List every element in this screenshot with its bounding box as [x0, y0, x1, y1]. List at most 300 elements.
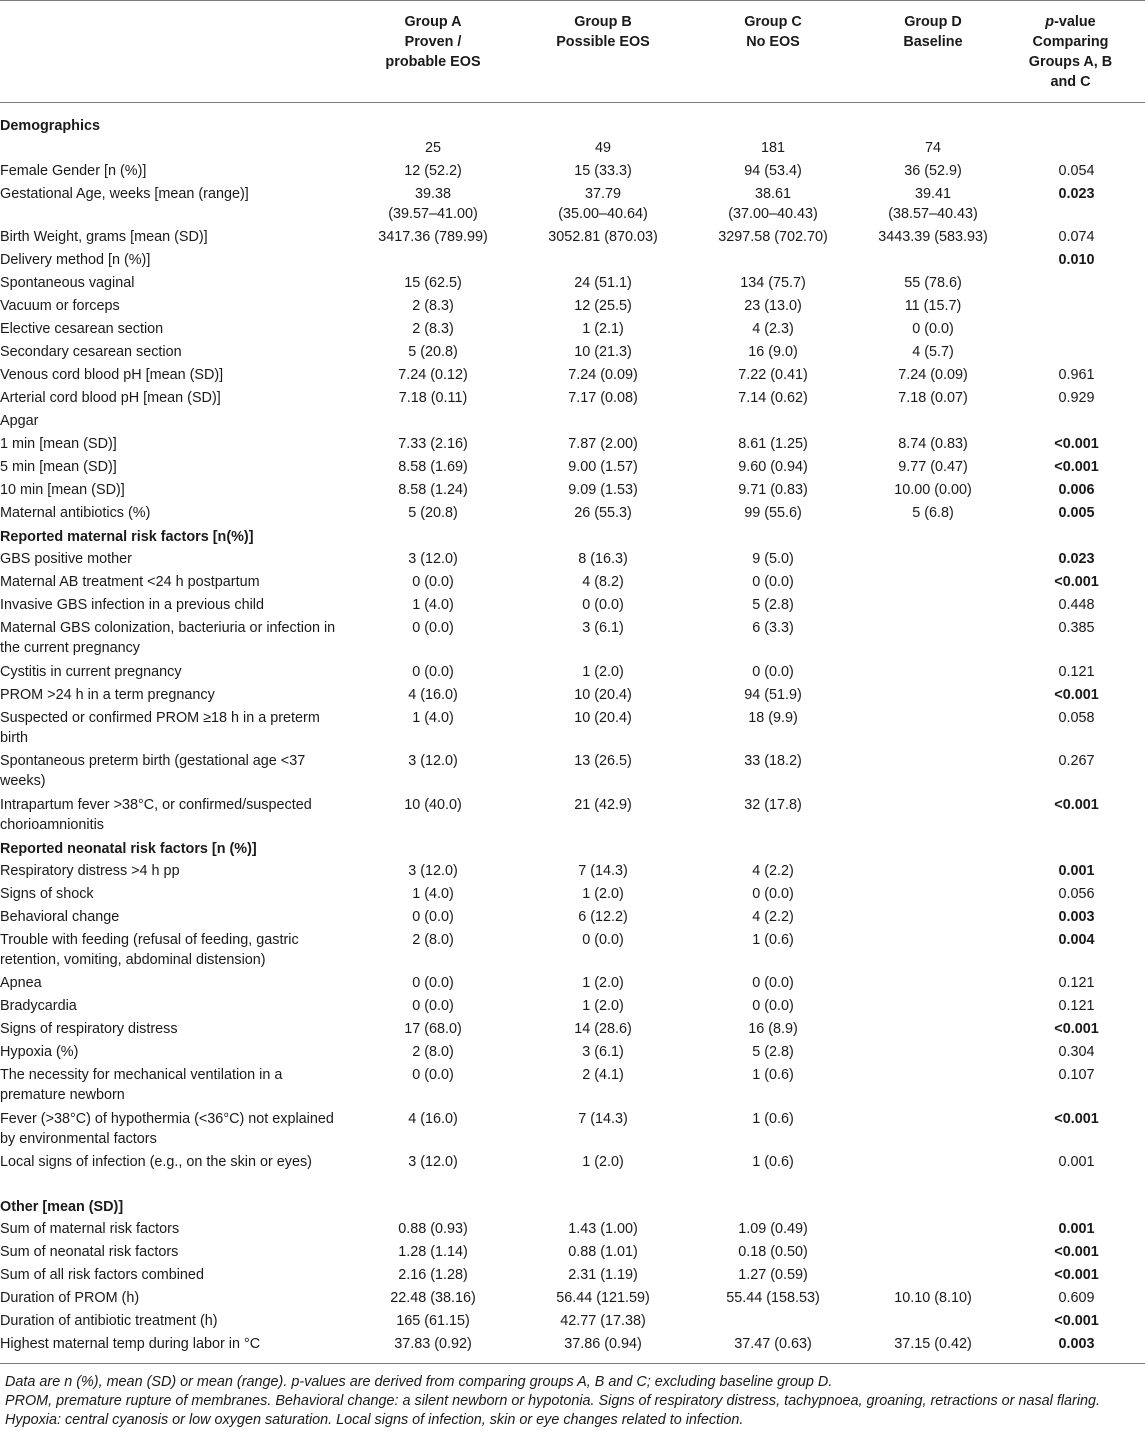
header-pvalue-suffix: -value — [1054, 14, 1096, 30]
cell-group-c: 4 (2.2) — [752, 862, 794, 879]
cell-pvalue: <0.001 — [1054, 459, 1099, 476]
row-label: Delivery method [n (%)] — [0, 252, 151, 269]
table-row — [0, 708, 1145, 751]
cell-group-a: 0.88 (0.93) — [398, 1220, 468, 1237]
cell-group-d — [858, 572, 1008, 595]
cell-pvalue: <0.001 — [1054, 1266, 1099, 1283]
header-pvalue-line3: Groups A, B — [1028, 54, 1113, 70]
cell-group-d — [858, 795, 1008, 838]
cell-pvalue: 0.074 — [1058, 229, 1095, 246]
cell-pvalue: <0.001 — [1054, 796, 1099, 813]
cell-pvalue: 0.001 — [1058, 1220, 1095, 1237]
cell-pvalue — [1008, 319, 1145, 342]
header-pvalue — [1008, 12, 1145, 92]
table-row — [0, 930, 1145, 973]
row-label: Vacuum or forceps — [0, 298, 120, 315]
cell-group-a: 7.18 (0.11) — [398, 390, 468, 407]
row-label: Venous cord blood pH [mean (SD)] — [0, 367, 224, 384]
section-heading: Other [mean (SD)] — [0, 1198, 124, 1215]
cell-group-c: 5 (2.8) — [752, 1044, 794, 1061]
cell-group-d — [858, 1019, 1008, 1042]
cell-group-c-line: (37.00–40.43) — [728, 206, 818, 222]
cell-group-c: 23 (13.0) — [744, 298, 802, 315]
cell-group-a: 37.83 (0.92) — [394, 1335, 472, 1352]
row-label: Highest maternal temp during labor in °C — [0, 1335, 261, 1352]
cell-group-a: 165 (61.15) — [396, 1312, 470, 1329]
cell-group-b: 1.43 (1.00) — [568, 1220, 638, 1237]
cell-group-b: 12 (25.5) — [574, 298, 632, 315]
row-label: PROM >24 h in a term pregnancy — [0, 686, 215, 703]
table-row — [0, 884, 1145, 907]
cell-group-b — [518, 184, 688, 227]
row-label: Behavioral change — [0, 908, 120, 925]
cell-pvalue: 0.929 — [1058, 390, 1095, 407]
cell-group-d — [858, 884, 1008, 907]
row-label: Sum of all risk factors combined — [0, 1266, 204, 1283]
cell-group-d: 4 (5.7) — [912, 344, 954, 361]
table-row — [0, 296, 1145, 319]
cell-group-d: 37.15 (0.42) — [894, 1335, 972, 1352]
header-group-a-line2: Proven / — [404, 34, 462, 50]
cell-pvalue: 0.385 — [1058, 620, 1095, 637]
cell-group-a: 3417.36 (789.99) — [378, 229, 488, 246]
cell-group-d: 36 (52.9) — [904, 163, 962, 179]
cell-group-d — [858, 411, 1008, 434]
table-row — [0, 365, 1145, 388]
cell-group-a: 4 (16.0) — [408, 686, 458, 703]
header-group-b — [518, 12, 688, 92]
table-row — [0, 1334, 1145, 1357]
header-group-a-line1: Group A — [404, 14, 462, 30]
table-body — [0, 115, 1145, 1357]
cell-group-b: 7.17 (0.08) — [568, 390, 638, 407]
cell-group-a: 3 (12.0) — [408, 551, 458, 568]
cell-group-c-line: 38.61 — [754, 186, 791, 202]
row-label: Local signs of infection (e.g., on the skin or eyes) — [0, 1154, 312, 1171]
row-label: Female Gender [n (%)] — [0, 163, 147, 179]
cell-group-b: 2.31 (1.19) — [568, 1266, 638, 1283]
cell-group-d — [858, 861, 1008, 884]
cell-group-c: 1.27 (0.59) — [738, 1266, 808, 1283]
cell-group-a: 8.58 (1.24) — [398, 482, 468, 499]
cell-group-a: 22.48 (38.16) — [390, 1289, 476, 1306]
cell-group-a: 0 (0.0) — [412, 975, 454, 992]
cell-group-c: 1 (0.6) — [752, 1154, 794, 1171]
table-row — [0, 411, 1145, 434]
cell-group-d — [858, 595, 1008, 618]
cell-group-d — [858, 184, 1008, 227]
cell-group-a: 0 (0.0) — [412, 998, 454, 1015]
row-label: Spontaneous preterm birth (gestational age <37 weeks) — [0, 753, 306, 790]
cell-group-b: 21 (42.9) — [574, 796, 632, 813]
table-rows — [0, 115, 1145, 1357]
table-row — [0, 434, 1145, 457]
table-row — [0, 388, 1145, 411]
cell-group-c: 55.44 (158.53) — [726, 1289, 820, 1306]
cell-group-c: 0 (0.0) — [752, 663, 794, 680]
table-row — [0, 1219, 1145, 1242]
cell-pvalue: 0.004 — [1058, 931, 1095, 948]
table-row — [0, 503, 1145, 526]
section-row — [0, 115, 1145, 138]
cell-pvalue: 0.023 — [1058, 551, 1095, 568]
cell-group-d — [858, 996, 1008, 1019]
cell-pvalue: 0.023 — [1058, 186, 1095, 202]
cell-group-d — [858, 973, 1008, 996]
header-group-c-line1: Group C — [744, 14, 802, 30]
cell-group-b: 37.86 (0.94) — [564, 1335, 642, 1352]
cell-group-c: 0.18 (0.50) — [738, 1243, 808, 1260]
table-row — [0, 319, 1145, 342]
cell-group-d — [858, 1152, 1008, 1195]
cell-group-d — [858, 685, 1008, 708]
cell-group-b: 0 (0.0) — [582, 931, 624, 948]
cell-group-a-line: (39.57–41.00) — [388, 206, 478, 222]
row-label: Intrapartum fever >38°C, or confirmed/suspected chorioamnionitis — [0, 796, 312, 833]
cell-pvalue: <0.001 — [1054, 1312, 1099, 1329]
cell-group-b: 8 (16.3) — [578, 551, 628, 568]
header-group-a — [348, 12, 518, 92]
cell-pvalue — [1008, 411, 1145, 434]
cell-group-c: 7.14 (0.62) — [738, 390, 808, 407]
row-label: Duration of PROM (h) — [0, 1289, 140, 1306]
cell-group-a: 0 (0.0) — [412, 663, 454, 680]
cell-group-a — [348, 184, 518, 227]
row-label — [0, 138, 348, 161]
table-row — [0, 861, 1145, 884]
header-group-d-line1: Group D — [904, 14, 962, 30]
header-pvalue-line1 — [1008, 12, 1133, 32]
cell-pvalue: 0.056 — [1058, 885, 1095, 902]
cell-pvalue: <0.001 — [1054, 686, 1099, 703]
row-label: GBS positive mother — [0, 551, 132, 568]
cell-group-c: 4 (2.3) — [752, 321, 794, 338]
cell-group-b: 49 — [594, 140, 611, 156]
header-rule — [0, 102, 1145, 103]
table-row — [0, 973, 1145, 996]
cell-group-b: 6 (12.2) — [578, 908, 628, 925]
cell-group-c: 99 (55.6) — [744, 505, 802, 522]
cell-group-d: 11 (15.7) — [904, 298, 962, 315]
section-row — [0, 838, 1145, 861]
row-label: Invasive GBS infection in a previous child — [0, 597, 264, 614]
cell-pvalue: 0.961 — [1058, 367, 1095, 384]
header-group-c-line2: No EOS — [746, 34, 800, 50]
cell-group-d — [858, 250, 1008, 273]
table-row — [0, 549, 1145, 572]
row-label: The necessity for mechanical ventilation in a premature newborn — [0, 1067, 283, 1104]
row-label: Spontaneous vaginal — [0, 275, 135, 292]
table-row — [0, 1109, 1145, 1152]
cell-group-d — [858, 662, 1008, 685]
cell-group-d: 9.77 (0.47) — [898, 459, 968, 476]
cell-group-a — [348, 250, 518, 273]
cell-group-a: 0 (0.0) — [412, 620, 454, 637]
cell-group-d: 7.24 (0.09) — [898, 367, 968, 384]
cell-group-b: 7 (14.3) — [578, 1110, 628, 1127]
header-blank — [0, 12, 348, 92]
cell-group-c: 94 (53.4) — [744, 163, 802, 179]
cell-group-c: 4 (2.2) — [752, 908, 794, 925]
header-pvalue-p: p — [1045, 14, 1055, 30]
cell-group-b: 42.77 (17.38) — [560, 1312, 646, 1329]
cell-group-b: 1 (2.0) — [582, 998, 624, 1015]
cell-group-b: 1 (2.1) — [582, 321, 624, 338]
table-header — [0, 12, 1145, 92]
section-heading: Reported maternal risk factors [n(%)] — [0, 529, 254, 546]
cell-group-a: 3 (12.0) — [408, 862, 458, 879]
cell-group-c: 181 — [760, 140, 785, 156]
cell-pvalue: 0.003 — [1058, 908, 1095, 925]
cell-group-a: 2 (8.0) — [412, 1044, 454, 1061]
row-label: Birth Weight, grams [mean (SD)] — [0, 229, 208, 246]
cell-pvalue: <0.001 — [1054, 1021, 1099, 1038]
cell-group-d — [858, 907, 1008, 930]
cell-group-c — [688, 250, 858, 273]
cell-group-b: 10 (20.4) — [574, 686, 632, 703]
cell-group-b — [518, 250, 688, 273]
note-definitions: PROM, premature rupture of membranes. Behavioral change: a silent newborn or hypotonia. Signs of respiratory distress, tachypnoea, groaning, retractions or nasal flaring. Hypoxia: central cyanosis or low oxygen saturation. Local signs of infection, skin or eye changes related to infection. — [5, 1393, 1101, 1428]
table-row — [0, 457, 1145, 480]
cell-group-d — [858, 751, 1008, 794]
cell-group-c: 16 (8.9) — [748, 1021, 798, 1038]
table-row — [0, 138, 1145, 161]
row-label: Maternal antibiotics (%) — [0, 505, 151, 522]
cell-pvalue: 0.005 — [1058, 505, 1095, 522]
row-label: Fever (>38°C) of hypothermia (<36°C) not explained by environmental factors — [0, 1110, 334, 1147]
cell-pvalue: 0.058 — [1058, 709, 1095, 726]
cell-group-d — [858, 708, 1008, 751]
cell-group-b: 2 (4.1) — [582, 1067, 624, 1084]
cell-group-d: 55 (78.6) — [904, 275, 962, 292]
table-row — [0, 795, 1145, 838]
header-group-c — [688, 12, 858, 92]
top-rule — [0, 0, 1145, 1]
cell-group-c — [688, 1311, 858, 1334]
cell-group-d — [858, 1242, 1008, 1265]
cell-group-a: 2 (8.0) — [412, 931, 454, 948]
cell-pvalue: <0.001 — [1054, 436, 1099, 453]
header-group-b-line1: Group B — [574, 14, 632, 30]
cell-pvalue — [1008, 342, 1145, 365]
cell-pvalue: 0.121 — [1058, 975, 1095, 992]
cell-group-c: 0 (0.0) — [752, 574, 794, 591]
table-row — [0, 618, 1145, 661]
cell-group-a: 7.24 (0.12) — [398, 367, 468, 384]
table-row — [0, 996, 1145, 1019]
cell-group-b-line: 37.79 — [584, 186, 621, 202]
cell-group-b: 0.88 (1.01) — [568, 1243, 638, 1260]
cell-pvalue: 0.107 — [1058, 1067, 1095, 1084]
cell-group-c: 18 (9.9) — [748, 709, 798, 726]
cell-pvalue: 0.448 — [1058, 597, 1095, 614]
cell-group-a: 5 (20.8) — [408, 505, 458, 522]
cell-group-a: 3 (12.0) — [408, 1154, 458, 1171]
table-row — [0, 1042, 1145, 1065]
row-label: 1 min [mean (SD)] — [0, 436, 117, 453]
row-label: Hypoxia (%) — [0, 1044, 79, 1061]
row-label: Maternal AB treatment <24 h postpartum — [0, 574, 260, 591]
cell-group-c: 33 (18.2) — [744, 753, 802, 770]
row-label: Signs of respiratory distress — [0, 1021, 178, 1038]
cell-group-c — [688, 411, 858, 434]
cell-group-a — [348, 411, 518, 434]
cell-group-d: 5 (6.8) — [912, 505, 954, 522]
cell-group-a: 1 (4.0) — [412, 597, 454, 614]
cell-group-b: 3 (6.1) — [582, 620, 624, 637]
cell-group-d: 0 (0.0) — [912, 321, 954, 338]
cell-group-b: 24 (51.1) — [574, 275, 632, 292]
cell-group-b: 3052.81 (870.03) — [548, 229, 658, 246]
cell-group-d — [858, 618, 1008, 661]
cell-group-b: 14 (28.6) — [574, 1021, 632, 1038]
cell-group-d — [858, 930, 1008, 973]
cell-group-d: 10.10 (8.10) — [894, 1289, 972, 1306]
table-row — [0, 1265, 1145, 1288]
table-row — [0, 227, 1145, 250]
cell-group-a: 2 (8.3) — [412, 298, 454, 315]
cell-pvalue — [1008, 138, 1145, 161]
cell-group-b: 7.87 (2.00) — [568, 436, 638, 453]
cell-group-c: 1 (0.6) — [752, 1067, 794, 1084]
cell-group-d — [858, 1219, 1008, 1242]
cell-group-b: 3 (6.1) — [582, 1044, 624, 1061]
cell-group-a: 12 (52.2) — [404, 163, 462, 179]
cell-group-c: 0 (0.0) — [752, 975, 794, 992]
row-label: Gestational Age, weeks [mean (range)] — [0, 186, 249, 202]
cell-group-b: 0 (0.0) — [582, 597, 624, 614]
cell-pvalue: 0.121 — [1058, 663, 1095, 680]
cell-group-a: 0 (0.0) — [412, 574, 454, 591]
row-label: Suspected or confirmed PROM ≥18 h in a preterm birth — [0, 709, 320, 746]
row-label: Bradycardia — [0, 998, 77, 1015]
cell-group-c: 16 (9.0) — [748, 344, 798, 361]
row-label: Sum of maternal risk factors — [0, 1220, 180, 1237]
row-label: Trouble with feeding (refusal of feeding, gastric retention, vomiting, abdominal distension) — [0, 931, 299, 968]
cell-group-a: 10 (40.0) — [404, 796, 462, 813]
cell-group-a: 7.33 (2.16) — [398, 436, 468, 453]
cell-group-a: 1.28 (1.14) — [398, 1243, 468, 1260]
cell-group-c: 134 (75.7) — [740, 275, 806, 292]
cell-group-a: 8.58 (1.69) — [398, 459, 468, 476]
cell-pvalue: 0.003 — [1058, 1335, 1095, 1352]
cell-group-b: 9.00 (1.57) — [568, 459, 638, 476]
cell-group-c: 6 (3.3) — [752, 620, 794, 637]
cell-group-c: 9.71 (0.83) — [738, 482, 808, 499]
cell-group-c: 1 (0.6) — [752, 931, 794, 948]
cell-group-b: 1 (2.0) — [582, 1154, 624, 1171]
table-row — [0, 685, 1145, 708]
table-row — [0, 751, 1145, 794]
bottom-rule — [0, 1363, 1145, 1364]
cell-group-c: 9 (5.0) — [752, 551, 794, 568]
cell-group-b-line: (35.00–40.64) — [558, 206, 648, 222]
cell-group-c: 1 (0.6) — [752, 1110, 794, 1127]
cell-group-c: 37.47 (0.63) — [734, 1335, 812, 1352]
cell-group-b: 7.24 (0.09) — [568, 367, 638, 384]
cell-group-a: 2.16 (1.28) — [398, 1266, 468, 1283]
cell-group-b: 1 (2.0) — [582, 975, 624, 992]
cell-group-c: 5 (2.8) — [752, 597, 794, 614]
cell-pvalue: 0.006 — [1058, 482, 1095, 499]
cell-pvalue: <0.001 — [1054, 1243, 1099, 1260]
cell-pvalue: 0.001 — [1058, 862, 1095, 879]
cell-group-a: 2 (8.3) — [412, 321, 454, 338]
row-label: Elective cesarean section — [0, 321, 164, 338]
table-row — [0, 1065, 1145, 1108]
cell-group-a: 3 (12.0) — [408, 753, 458, 770]
cell-group-c: 0 (0.0) — [752, 998, 794, 1015]
cell-group-a: 1 (4.0) — [412, 709, 454, 726]
cell-pvalue: 0.121 — [1058, 998, 1095, 1015]
cell-group-c — [688, 184, 858, 227]
row-label: 10 min [mean (SD)] — [0, 482, 125, 499]
table-row — [0, 480, 1145, 503]
row-label: Secondary cesarean section — [0, 344, 182, 361]
section-heading: Demographics — [0, 118, 100, 134]
cell-pvalue: 0.010 — [1058, 252, 1095, 269]
cell-group-b: 1 (2.0) — [582, 885, 624, 902]
cell-group-b: 4 (8.2) — [582, 574, 624, 591]
cell-group-a-line: 39.38 — [414, 186, 451, 202]
note-abbreviations-data: Data are n (%), mean (SD) or mean (range). p-values are derived from comparing groups A, B and C; excluding baseline group D. — [5, 1374, 833, 1390]
header-group-a-line3: probable EOS — [385, 54, 481, 70]
table-row — [0, 273, 1145, 296]
cell-group-a: 0 (0.0) — [412, 1067, 454, 1084]
row-label: Cystitis in current pregnancy — [0, 663, 182, 680]
row-label: Duration of antibiotic treatment (h) — [0, 1312, 218, 1329]
cell-pvalue — [1008, 296, 1145, 319]
cell-pvalue: <0.001 — [1054, 574, 1099, 591]
cell-group-a: 0 (0.0) — [412, 908, 454, 925]
cell-group-c: 0 (0.0) — [752, 885, 794, 902]
cell-group-d — [858, 549, 1008, 572]
header-pvalue-line2: Comparing — [1032, 34, 1109, 50]
table-row — [0, 250, 1145, 273]
table-row — [0, 184, 1145, 227]
cell-group-c: 3297.58 (702.70) — [718, 229, 828, 246]
header-group-d — [858, 12, 1008, 92]
section-row — [0, 526, 1145, 549]
cell-group-d — [858, 1109, 1008, 1152]
cell-pvalue: 0.609 — [1058, 1289, 1095, 1306]
row-label: Apnea — [0, 975, 42, 992]
cell-group-c: 32 (17.8) — [744, 796, 802, 813]
table-row — [0, 1152, 1145, 1195]
cell-group-d — [858, 1065, 1008, 1108]
cell-group-a: 4 (16.0) — [408, 1110, 458, 1127]
section-heading: Reported neonatal risk factors [n (%)] — [0, 840, 257, 857]
cell-pvalue: 0.001 — [1058, 1154, 1095, 1171]
header-group-d-line2: Baseline — [903, 34, 963, 50]
cell-group-b: 7 (14.3) — [578, 862, 628, 879]
cell-pvalue: 0.304 — [1058, 1044, 1095, 1061]
cell-group-b — [518, 411, 688, 434]
cell-group-a: 25 — [424, 140, 441, 156]
row-label: Maternal GBS colonization, bacteriuria or infection in the current pregnancy — [0, 620, 336, 657]
row-label: Signs of shock — [0, 885, 94, 902]
cell-group-a: 17 (68.0) — [404, 1021, 462, 1038]
cell-group-d — [858, 1265, 1008, 1288]
cell-group-b: 56.44 (121.59) — [556, 1289, 650, 1306]
section-row — [0, 1196, 1145, 1219]
cell-group-b: 13 (26.5) — [574, 753, 632, 770]
table-row — [0, 161, 1145, 184]
cell-group-d — [858, 1311, 1008, 1334]
cell-pvalue: <0.001 — [1054, 1110, 1099, 1127]
cell-group-c: 94 (51.9) — [744, 686, 802, 703]
cell-group-d: 7.18 (0.07) — [898, 390, 968, 407]
